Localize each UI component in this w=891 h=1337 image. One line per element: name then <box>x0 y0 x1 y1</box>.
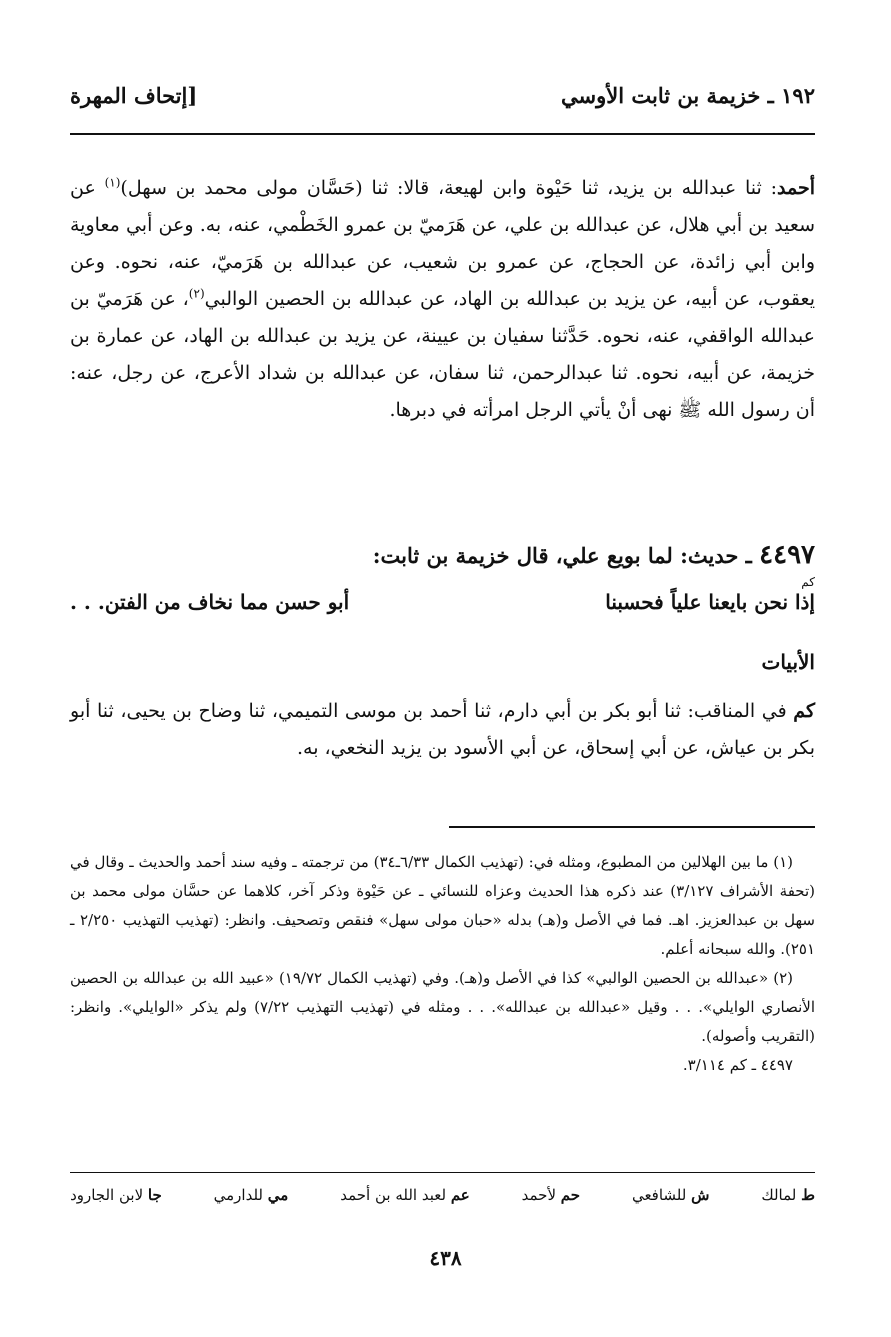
source-paragraph-body: في المناقب: ثنا أبو بكر بن أبي دارم، ثنا أحمد بن موسى التميمي، ثنا وضاح بن يحيى، ثنا أبو بكر بن عياش، عن أبي إسحاق، عن أبي الأسود بن يزيد النخعي، به. <box>70 700 815 759</box>
legend-item: حم لأحمد <box>521 1186 581 1204</box>
footnote-ref-1: (١) <box>104 175 121 190</box>
chapter-title: ١٩٢ ـ خزيمة بن ثابت الأوسي <box>561 83 815 108</box>
source-paragraph-text <box>70 693 815 767</box>
hadith-title: ـ حديث: لما بويع علي، قال خزيمة بن ثابت: <box>372 543 760 568</box>
book-title: [إتحاف المهرة <box>70 83 198 108</box>
legend-item: ط لمالك <box>761 1186 815 1204</box>
source-code: كم <box>793 700 815 722</box>
running-header <box>70 83 815 123</box>
legend-item: عم لعبد الله بن أحمد <box>340 1186 470 1204</box>
main-text <box>70 170 815 429</box>
source-label: أحمد <box>777 177 815 199</box>
footnote-3: ٤٤٩٧ ـ كم ٣/١١٤. <box>682 1056 793 1074</box>
footnote-1: (١) ما بين الهلالين من المطبوع، ومثله في: (تهذيب الكمال ٦/٣٣ـ٣٤) من ترجمته ـ وفيه سند أحمد والحديث ـ وقال في (تحفة الأشراف ٣/١٢٧) عند ذكره هذا الحديث وعزاه للنسائي ـ عن حَيْوة وذكر آخر، كلاهما عن حسَّان مولى محمد بن سهل بن عبدالعزيز. اهـ. فما في الأصل و(هـ) بدله «حبان مولى سهل» فنقص وتصحيف. وانظر: (تهذيب التهذيب ٢/٢٥٠ ـ ٢٥١). والله سبحانه أعلم. <box>70 853 816 958</box>
main-paragraph <box>70 170 815 429</box>
header-divider <box>70 133 815 135</box>
page-number: ٤٣٨ <box>429 1246 462 1270</box>
legend-item: ش للشافعي <box>631 1186 710 1204</box>
legend-item: مي للدارمي <box>213 1186 289 1204</box>
verse-first-hemistich: إذا نحن بايعنا علياً فحسبنا <box>605 590 815 614</box>
abyat-label: الأبيات <box>761 650 815 674</box>
source-paragraph <box>70 693 815 767</box>
main-paragraph-part-1: : ثنا عبدالله بن يزيد، ثنا حَيْوة وابن لهيعة، قالا: ثنا (حَسَّان مولى محمد بن سهل) <box>120 177 778 199</box>
footnotes <box>70 848 815 1080</box>
abbreviation-legend <box>70 1186 815 1214</box>
poetry-verse <box>70 590 815 626</box>
legend-divider <box>70 1172 815 1173</box>
footnote-2: (٢) «عبدالله بن الحصين الوالبي» كذا في الأصل و(هـ). وفي (تهذيب الكمال ١٩/٧٢) «عبيد الله بن عبدالله بن الحصين الأنصاري الوايلي». . . وقيل «عبدالله بن عبدالله». . . ومثله في (تهذيب التهذيب ٧/٢٢) ولم يذكر «الوايلي». وانظر: (التقريب وأصوله). <box>70 969 815 1045</box>
main-paragraph-part-2: عن سعيد بن أبي هلال، عن عبدالله بن علي، عن هَرَميّ بن عمرو الخَطْمي، عنه، به. وعن أبي معاوية وابن أبي زائدة، عن الحجاج، عن عمرو بن شعيب، عن عبدالله بن هَرَميّ، عنه، نحوه. وعن يعقوب، عن أبيه، عن يزيد بن عبدالله بن الهاد، عن عبدالله بن الحصين الوالبي <box>70 177 815 310</box>
source-mark: كم <box>801 575 815 589</box>
footnote-divider <box>449 826 815 828</box>
hadith-heading <box>70 540 815 570</box>
verse-second-hemistich: أبو حسن مما نخاف من الفتن. . . <box>70 590 350 614</box>
legend-item: جا لابن الجارود <box>70 1186 162 1204</box>
hadith-number: ٤٤٩٧ <box>759 540 815 570</box>
footnote-ref-2: (٢) <box>188 286 205 301</box>
main-paragraph-part-3: ، عن هَرَميّ بن عبدالله الواقفي، عنه، نحوه. حَدَّثنا سفيان بن عيينة، عن يزيد بن عبدالله بن الهاد، عن عمارة بن خزيمة، عن أبيه، نحوه. ثنا عبدالرحمن، ثنا سفان، عن عبدالله بن شداد الأعرج، عن رجل، عنه: أن رسول الله ﷺ نهى أنْ يأتي الرجل امرأته في دبرها. <box>70 288 815 421</box>
